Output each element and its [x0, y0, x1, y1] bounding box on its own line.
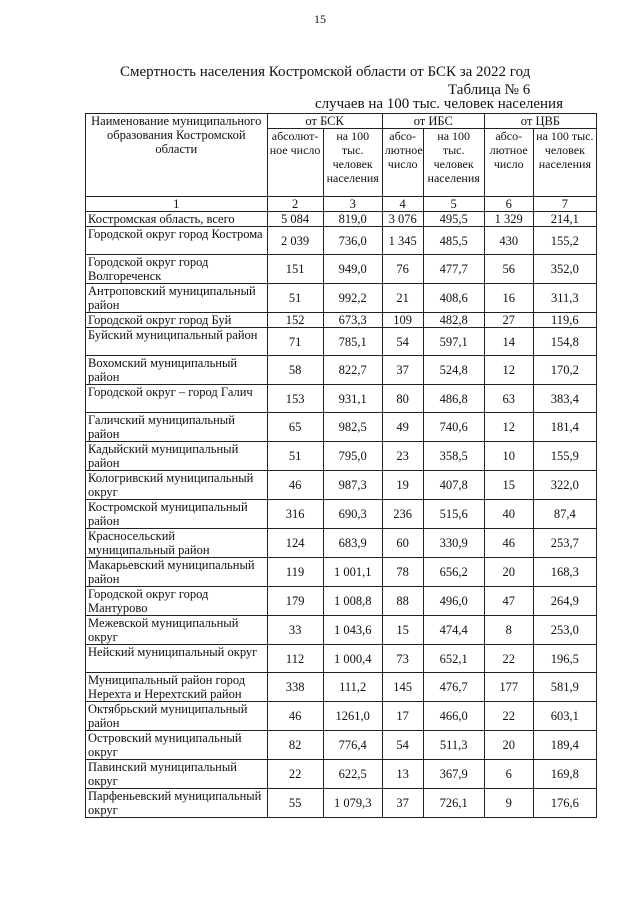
ibs-absolute-cell: 23	[382, 442, 423, 471]
column-index-row	[86, 197, 597, 212]
table-row	[86, 760, 597, 789]
ibs-absolute-cell: 37	[382, 789, 423, 818]
ibs-absolute-cell: 54	[382, 731, 423, 760]
ibs-rate-cell: 408,6	[423, 284, 484, 313]
table-row	[86, 284, 597, 313]
bsk-absolute-cell: 152	[267, 313, 323, 328]
cvb-rate-cell: 264,9	[533, 587, 596, 616]
bsk-rate-cell: 1 008,8	[323, 587, 382, 616]
table-row	[86, 673, 597, 702]
table-row	[86, 558, 597, 587]
bsk-rate-cell: 673,3	[323, 313, 382, 328]
cvb-absolute-cell: 16	[484, 284, 533, 313]
bsk-absolute-cell: 82	[267, 731, 323, 760]
ibs-absolute-cell: 49	[382, 413, 423, 442]
ibs-absolute-cell: 88	[382, 587, 423, 616]
table-row	[86, 587, 597, 616]
ibs-rate-cell: 511,3	[423, 731, 484, 760]
cvb-absolute-cell: 63	[484, 385, 533, 413]
municipality-name: Городской округ город Волгореченск	[86, 255, 268, 284]
cvb-rate-cell: 189,4	[533, 731, 596, 760]
table-row	[86, 500, 597, 529]
bsk-absolute-cell: 65	[267, 413, 323, 442]
ibs-rate-cell: 486,8	[423, 385, 484, 413]
col-index: 1	[86, 197, 268, 212]
cvb-absolute-cell: 8	[484, 616, 533, 645]
cvb-absolute-cell: 20	[484, 731, 533, 760]
bsk-absolute-cell: 55	[267, 789, 323, 818]
cvb-rate-cell: 214,1	[533, 212, 596, 227]
cvb-absolute-cell: 15	[484, 471, 533, 500]
header-rate-bsk: на 100 тыс. человек населения	[323, 129, 382, 197]
header-rate-cvb: на 100 тыс. человек населения	[533, 129, 596, 197]
ibs-rate-cell: 466,0	[423, 702, 484, 731]
bsk-rate-cell: 785,1	[323, 328, 382, 356]
table-row	[86, 255, 597, 284]
ibs-absolute-cell: 60	[382, 529, 423, 558]
municipality-name: Октябрьский муниципальный район	[86, 702, 268, 731]
bsk-absolute-cell: 5 084	[267, 212, 323, 227]
cvb-absolute-cell: 10	[484, 442, 533, 471]
cvb-rate-cell: 170,2	[533, 356, 596, 385]
cvb-rate-cell: 322,0	[533, 471, 596, 500]
cvb-rate-cell: 155,9	[533, 442, 596, 471]
cvb-rate-cell: 168,3	[533, 558, 596, 587]
cvb-absolute-cell: 27	[484, 313, 533, 328]
header-group-bsk: от БСК	[267, 114, 382, 129]
municipality-name: Галичский муниципальный район	[86, 413, 268, 442]
municipality-name: Кологривский муниципальный округ	[86, 471, 268, 500]
table-row	[86, 328, 597, 356]
bsk-rate-cell: 690,3	[323, 500, 382, 529]
cvb-absolute-cell: 22	[484, 645, 533, 673]
bsk-rate-cell: 949,0	[323, 255, 382, 284]
cvb-rate-cell: 603,1	[533, 702, 596, 731]
document-title: Смертность населения Костромской области от БСК за 2022 год	[120, 64, 531, 80]
bsk-rate-cell: 776,4	[323, 731, 382, 760]
cvb-absolute-cell: 14	[484, 328, 533, 356]
col-index: 2	[267, 197, 323, 212]
bsk-absolute-cell: 51	[267, 284, 323, 313]
cvb-rate-cell: 119,6	[533, 313, 596, 328]
bsk-absolute-cell: 153	[267, 385, 323, 413]
ibs-absolute-cell: 145	[382, 673, 423, 702]
header-abs-ibs: абсо-лютное число	[382, 129, 423, 197]
ibs-absolute-cell: 54	[382, 328, 423, 356]
col-index: 5	[423, 197, 484, 212]
cvb-rate-cell: 87,4	[533, 500, 596, 529]
cvb-rate-cell: 383,4	[533, 385, 596, 413]
ibs-absolute-cell: 78	[382, 558, 423, 587]
col-index: 3	[323, 197, 382, 212]
bsk-rate-cell: 987,3	[323, 471, 382, 500]
table-row	[86, 789, 597, 818]
bsk-rate-cell: 931,1	[323, 385, 382, 413]
page-number: 15	[314, 12, 326, 26]
ibs-rate-cell: 495,5	[423, 212, 484, 227]
bsk-absolute-cell: 58	[267, 356, 323, 385]
ibs-absolute-cell: 15	[382, 616, 423, 645]
bsk-absolute-cell: 179	[267, 587, 323, 616]
municipality-name: Макарьевский муниципальный район	[86, 558, 268, 587]
ibs-rate-cell: 367,9	[423, 760, 484, 789]
ibs-absolute-cell: 76	[382, 255, 423, 284]
cvb-absolute-cell: 22	[484, 702, 533, 731]
ibs-rate-cell: 476,7	[423, 673, 484, 702]
cvb-rate-cell: 196,5	[533, 645, 596, 673]
cvb-rate-cell: 581,9	[533, 673, 596, 702]
ibs-rate-cell: 482,8	[423, 313, 484, 328]
ibs-rate-cell: 524,8	[423, 356, 484, 385]
municipality-name: Городской округ город Буй	[86, 313, 268, 328]
municipality-name: Городской округ город Мантурово	[86, 587, 268, 616]
cvb-absolute-cell: 56	[484, 255, 533, 284]
municipality-name: Буйский муниципальный район	[86, 328, 268, 356]
cvb-absolute-cell: 46	[484, 529, 533, 558]
table-row	[86, 529, 597, 558]
bsk-rate-cell: 111,2	[323, 673, 382, 702]
ibs-absolute-cell: 1 345	[382, 227, 423, 255]
col-index: 6	[484, 197, 533, 212]
bsk-rate-cell: 1 043,6	[323, 616, 382, 645]
ibs-rate-cell: 477,7	[423, 255, 484, 284]
ibs-rate-cell: 358,5	[423, 442, 484, 471]
ibs-absolute-cell: 13	[382, 760, 423, 789]
cvb-absolute-cell: 6	[484, 760, 533, 789]
header-name-col: Наименование муниципального образования Костромской области	[86, 114, 268, 197]
cvb-rate-cell: 154,8	[533, 328, 596, 356]
cvb-absolute-cell: 1 329	[484, 212, 533, 227]
cvb-rate-cell: 169,8	[533, 760, 596, 789]
cvb-absolute-cell: 430	[484, 227, 533, 255]
bsk-absolute-cell: 316	[267, 500, 323, 529]
bsk-absolute-cell: 46	[267, 471, 323, 500]
ibs-rate-cell: 407,8	[423, 471, 484, 500]
bsk-absolute-cell: 338	[267, 673, 323, 702]
cvb-absolute-cell: 40	[484, 500, 533, 529]
table-row	[86, 471, 597, 500]
municipality-name: Красносельский муниципальный район	[86, 529, 268, 558]
table-row	[86, 227, 597, 255]
bsk-absolute-cell: 112	[267, 645, 323, 673]
bsk-absolute-cell: 119	[267, 558, 323, 587]
ibs-absolute-cell: 109	[382, 313, 423, 328]
cvb-rate-cell: 352,0	[533, 255, 596, 284]
table-units: случаев на 100 тыс. человек населения	[315, 96, 563, 112]
table-row	[86, 413, 597, 442]
ibs-absolute-cell: 80	[382, 385, 423, 413]
municipality-name: Городской округ город Кострома	[86, 227, 268, 255]
ibs-absolute-cell: 3 076	[382, 212, 423, 227]
municipality-name: Межевской муниципальный округ	[86, 616, 268, 645]
cvb-absolute-cell: 12	[484, 413, 533, 442]
ibs-rate-cell: 515,6	[423, 500, 484, 529]
header-abs-cvb: абсо-лютное число	[484, 129, 533, 197]
bsk-rate-cell: 683,9	[323, 529, 382, 558]
bsk-rate-cell: 992,2	[323, 284, 382, 313]
ibs-rate-cell: 330,9	[423, 529, 484, 558]
table-row	[86, 731, 597, 760]
municipality-name: Костромская область, всего	[86, 212, 268, 227]
bsk-rate-cell: 1261,0	[323, 702, 382, 731]
cvb-rate-cell: 253,7	[533, 529, 596, 558]
bsk-absolute-cell: 22	[267, 760, 323, 789]
ibs-absolute-cell: 19	[382, 471, 423, 500]
bsk-absolute-cell: 2 039	[267, 227, 323, 255]
bsk-rate-cell: 822,7	[323, 356, 382, 385]
ibs-absolute-cell: 236	[382, 500, 423, 529]
ibs-absolute-cell: 73	[382, 645, 423, 673]
ibs-rate-cell: 656,2	[423, 558, 484, 587]
bsk-rate-cell: 1 079,3	[323, 789, 382, 818]
municipality-name: Костромской муниципальный район	[86, 500, 268, 529]
cvb-absolute-cell: 177	[484, 673, 533, 702]
ibs-rate-cell: 652,1	[423, 645, 484, 673]
bsk-absolute-cell: 71	[267, 328, 323, 356]
cvb-rate-cell: 155,2	[533, 227, 596, 255]
ibs-rate-cell: 597,1	[423, 328, 484, 356]
ibs-absolute-cell: 21	[382, 284, 423, 313]
header-group-ibs: от ИБС	[382, 114, 484, 129]
municipality-name: Антроповский муниципальный район	[86, 284, 268, 313]
cvb-absolute-cell: 9	[484, 789, 533, 818]
municipality-name: Городской округ – город Галич	[86, 385, 268, 413]
ibs-rate-cell: 740,6	[423, 413, 484, 442]
cvb-rate-cell: 253,0	[533, 616, 596, 645]
bsk-rate-cell: 736,0	[323, 227, 382, 255]
cvb-rate-cell: 176,6	[533, 789, 596, 818]
bsk-rate-cell: 982,5	[323, 413, 382, 442]
header-group-cvb: от ЦВБ	[484, 114, 596, 129]
ibs-rate-cell: 485,5	[423, 227, 484, 255]
table-row	[86, 212, 597, 227]
ibs-absolute-cell: 17	[382, 702, 423, 731]
table-row	[86, 385, 597, 413]
cvb-rate-cell: 181,4	[533, 413, 596, 442]
bsk-absolute-cell: 124	[267, 529, 323, 558]
bsk-rate-cell: 819,0	[323, 212, 382, 227]
table-row	[86, 313, 597, 328]
municipality-name: Островский муниципальный округ	[86, 731, 268, 760]
table-row	[86, 702, 597, 731]
header-rate-ibs: на 100 тыс. человек населения	[423, 129, 484, 197]
bsk-rate-cell: 1 000,4	[323, 645, 382, 673]
table-row	[86, 356, 597, 385]
municipality-name: Муниципальный район город Нерехта и Нерехтский район	[86, 673, 268, 702]
cvb-absolute-cell: 47	[484, 587, 533, 616]
table-row	[86, 442, 597, 471]
ibs-absolute-cell: 37	[382, 356, 423, 385]
bsk-absolute-cell: 46	[267, 702, 323, 731]
ibs-rate-cell: 726,1	[423, 789, 484, 818]
header-abs-bsk: абсолют-ное число	[267, 129, 323, 197]
bsk-absolute-cell: 33	[267, 616, 323, 645]
table-number: Таблица № 6	[448, 82, 531, 98]
municipality-name: Павинский муниципальный округ	[86, 760, 268, 789]
municipality-name: Нейский муниципальный округ	[86, 645, 268, 673]
municipality-name: Кадыйский муниципальный район	[86, 442, 268, 471]
cvb-rate-cell: 311,3	[533, 284, 596, 313]
table-row	[86, 616, 597, 645]
bsk-absolute-cell: 151	[267, 255, 323, 284]
municipality-name: Вохомский муниципальный район	[86, 356, 268, 385]
cvb-absolute-cell: 12	[484, 356, 533, 385]
bsk-rate-cell: 1 001,1	[323, 558, 382, 587]
col-index: 7	[533, 197, 596, 212]
bsk-rate-cell: 622,5	[323, 760, 382, 789]
ibs-rate-cell: 496,0	[423, 587, 484, 616]
bsk-absolute-cell: 51	[267, 442, 323, 471]
municipality-name: Парфеньевский муниципальный округ	[86, 789, 268, 818]
table-row	[86, 645, 597, 673]
ibs-rate-cell: 474,4	[423, 616, 484, 645]
mortality-table	[85, 113, 597, 818]
col-index: 4	[382, 197, 423, 212]
cvb-absolute-cell: 20	[484, 558, 533, 587]
bsk-rate-cell: 795,0	[323, 442, 382, 471]
